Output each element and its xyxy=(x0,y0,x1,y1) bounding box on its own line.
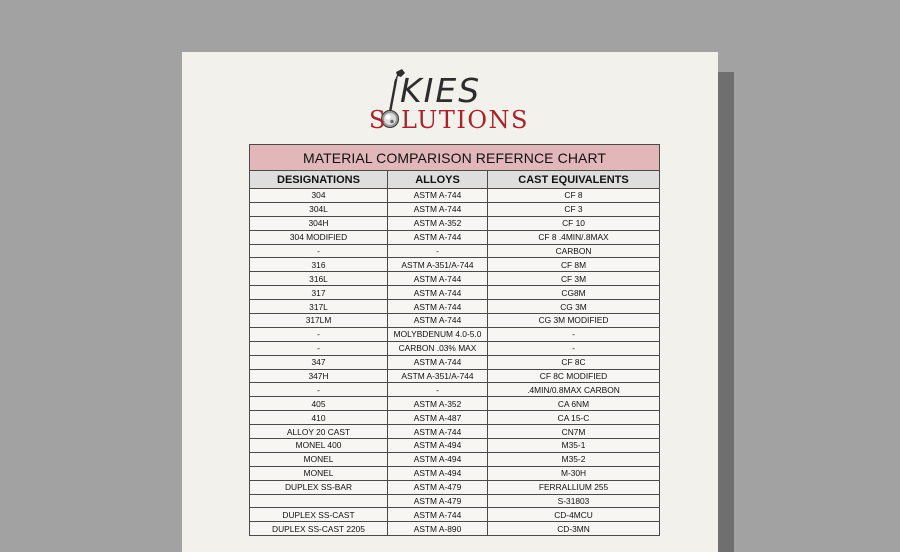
company-logo xyxy=(369,68,542,134)
alloy-cell: ASTM A-479 xyxy=(388,480,488,494)
cast-equivalent-cell: CD-3MN xyxy=(488,522,660,536)
table-row xyxy=(250,466,660,480)
designation-cell: 317 xyxy=(250,286,388,300)
alloy-cell: ASTM A-744 xyxy=(388,230,488,244)
table-title: MATERIAL COMPARISON REFERNCE CHART xyxy=(250,145,660,171)
designation-cell: 304 MODIFIED xyxy=(250,230,388,244)
table-row xyxy=(250,369,660,383)
cast-equivalent-cell: S-31803 xyxy=(488,494,660,508)
cast-equivalent-cell: M35-2 xyxy=(488,452,660,466)
alloy-cell: - xyxy=(388,383,488,397)
logo-line-2-prefix: S xyxy=(369,106,386,134)
column-header-cast-equivalents: CAST EQUIVALENTS xyxy=(488,171,660,189)
alloy-cell: MOLYBDENUM 4.0-5.0 xyxy=(388,327,488,341)
table-row xyxy=(250,425,660,439)
alloy-cell: ASTM A-744 xyxy=(388,508,488,522)
table-row xyxy=(250,452,660,466)
table-row xyxy=(250,327,660,341)
logo-line-2-suffix: LUTIONS xyxy=(401,106,529,134)
cast-equivalent-cell: CG 3M MODIFIED xyxy=(488,314,660,328)
designation-cell: MONEL 400 xyxy=(250,439,388,453)
designation-cell: MONEL xyxy=(250,466,388,480)
table-row xyxy=(250,383,660,397)
column-header-alloys: ALLOYS xyxy=(388,171,488,189)
cast-equivalent-cell: M35-1 xyxy=(488,439,660,453)
alloy-cell: - xyxy=(388,244,488,258)
cast-equivalent-cell: CF 10 xyxy=(488,216,660,230)
alloy-cell: ASTM A-494 xyxy=(388,439,488,453)
table-row xyxy=(250,202,660,216)
designation-cell: - xyxy=(250,244,388,258)
cast-equivalent-cell: CG8M xyxy=(488,286,660,300)
alloy-cell: ASTM A-744 xyxy=(388,300,488,314)
table-row xyxy=(250,244,660,258)
cast-equivalent-cell: CD-4MCU xyxy=(488,508,660,522)
table-row xyxy=(250,286,660,300)
alloy-cell: ASTM A-744 xyxy=(388,425,488,439)
alloy-cell: ASTM A-890 xyxy=(388,522,488,536)
alloy-cell: ASTM A-352 xyxy=(388,397,488,411)
cast-equivalent-cell: CF 8 .4MIN/.8MAX xyxy=(488,230,660,244)
designation-cell: 304L xyxy=(250,202,388,216)
alloy-cell: ASTM A-744 xyxy=(388,355,488,369)
designation-cell: 317L xyxy=(250,300,388,314)
alloy-cell: ASTM A-744 xyxy=(388,189,488,203)
designation-cell: DUPLEX SS-CAST 2205 xyxy=(250,522,388,536)
table-row xyxy=(250,272,660,286)
designation-cell: 410 xyxy=(250,411,388,425)
table-row xyxy=(250,189,660,203)
designation-cell xyxy=(250,494,388,508)
alloy-cell: ASTM A-351/A-744 xyxy=(388,369,488,383)
logo-line-1: KIES xyxy=(400,71,482,110)
cast-equivalent-cell: M-30H xyxy=(488,466,660,480)
alloy-cell: ASTM A-744 xyxy=(388,314,488,328)
table-row xyxy=(250,314,660,328)
table-row xyxy=(250,522,660,536)
cast-equivalent-cell: CF 3M xyxy=(488,272,660,286)
table-body xyxy=(250,189,660,536)
alloy-cell: ASTM A-351/A-744 xyxy=(388,258,488,272)
designation-cell: 304H xyxy=(250,216,388,230)
table-row xyxy=(250,480,660,494)
designation-cell: 316L xyxy=(250,272,388,286)
alloy-cell: CARBON .03% MAX xyxy=(388,341,488,355)
cast-equivalent-cell: CA 6NM xyxy=(488,397,660,411)
cast-equivalent-cell: - xyxy=(488,341,660,355)
cast-equivalent-cell: CF 3 xyxy=(488,202,660,216)
table-row xyxy=(250,508,660,522)
cast-equivalent-cell: CF 8M xyxy=(488,258,660,272)
alloy-cell: ASTM A-352 xyxy=(388,216,488,230)
table-row xyxy=(250,494,660,508)
cast-equivalent-cell: CF 8C xyxy=(488,355,660,369)
cast-equivalent-cell: CARBON xyxy=(488,244,660,258)
designation-cell: - xyxy=(250,341,388,355)
cast-equivalent-cell: CF 8C MODIFIED xyxy=(488,369,660,383)
designation-cell: 304 xyxy=(250,189,388,203)
cast-equivalent-cell: .4MIN/0.8MAX CARBON xyxy=(488,383,660,397)
cast-equivalent-cell: CN7M xyxy=(488,425,660,439)
cast-equivalent-cell: FERRALLIUM 255 xyxy=(488,480,660,494)
table-row xyxy=(250,439,660,453)
table-row xyxy=(250,355,660,369)
alloy-cell: ASTM A-744 xyxy=(388,202,488,216)
table-row xyxy=(250,341,660,355)
cast-equivalent-cell: CA 15-C xyxy=(488,411,660,425)
table-row xyxy=(250,216,660,230)
cast-equivalent-cell: CF 8 xyxy=(488,189,660,203)
designation-cell: 405 xyxy=(250,397,388,411)
designation-cell: DUPLEX SS-BAR xyxy=(250,480,388,494)
designation-cell: 316 xyxy=(250,258,388,272)
alloy-cell: ASTM A-494 xyxy=(388,466,488,480)
designation-cell: MONEL xyxy=(250,452,388,466)
designation-cell: - xyxy=(250,327,388,341)
designation-cell: 347 xyxy=(250,355,388,369)
table-row xyxy=(250,397,660,411)
alloy-cell: ASTM A-487 xyxy=(388,411,488,425)
table-row xyxy=(250,411,660,425)
designation-cell: - xyxy=(250,383,388,397)
alloy-cell: ASTM A-744 xyxy=(388,286,488,300)
alloy-cell: ASTM A-479 xyxy=(388,494,488,508)
table-row xyxy=(250,258,660,272)
alloy-cell: ASTM A-744 xyxy=(388,272,488,286)
designation-cell: ALLOY 20 CAST xyxy=(250,425,388,439)
column-header-designations: DESIGNATIONS xyxy=(250,171,388,189)
designation-cell: DUPLEX SS-CAST xyxy=(250,508,388,522)
table-row xyxy=(250,300,660,314)
material-comparison-table xyxy=(249,144,660,536)
cast-equivalent-cell: - xyxy=(488,327,660,341)
table-row xyxy=(250,230,660,244)
cast-equivalent-cell: CG 3M xyxy=(488,300,660,314)
designation-cell: 317LM xyxy=(250,314,388,328)
designation-cell: 347H xyxy=(250,369,388,383)
document-page xyxy=(182,52,718,552)
alloy-cell: ASTM A-494 xyxy=(388,452,488,466)
